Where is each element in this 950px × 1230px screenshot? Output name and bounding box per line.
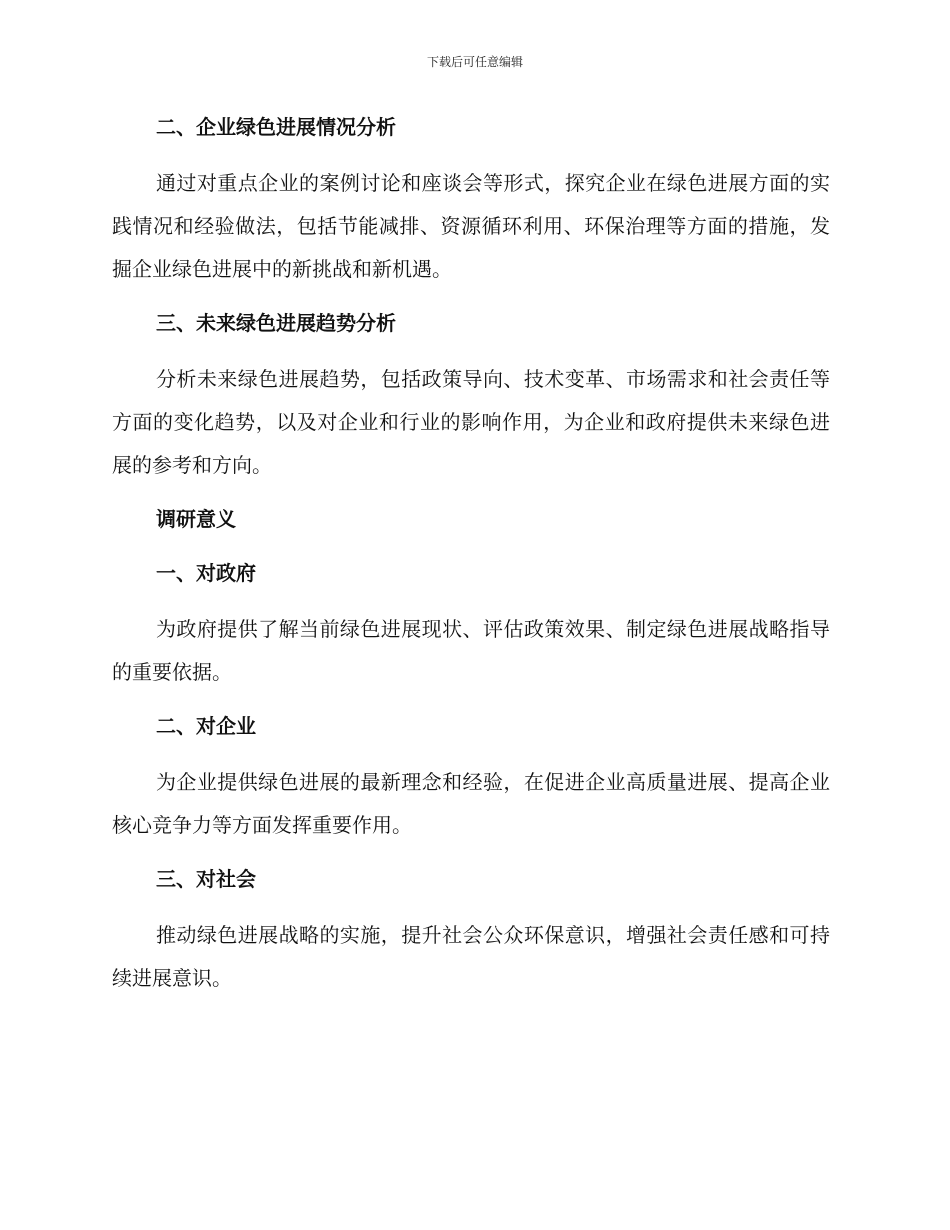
section-body-society: 推动绿色进展战略的实施，提升社会公众环保意识，增强社会责任感和可持续进展意识。 xyxy=(112,923,830,990)
section-body-enterprise: 为企业提供绿色进展的最新理念和经验，在促进企业高质量进展、提高企业核心竞争力等方面发挥重要作用。 xyxy=(112,770,830,837)
header-note: 下载后可任意编辑 xyxy=(426,55,523,69)
section-body-government: 为政府提供了解当前绿色进展现状、评估政策效果、制定绿色进展战略指导的重要依据。 xyxy=(112,617,830,684)
section-heading-enterprise: 二、对企业 xyxy=(156,714,256,738)
section-heading-society: 三、对社会 xyxy=(156,867,256,891)
section-heading-future-trends: 三、未来绿色进展趋势分析 xyxy=(156,311,396,335)
section-body-future-trends: 分析未来绿色进展趋势，包括政策导向、技术变革、市场需求和社会责任等方面的变化趋势，以及对企业和行业的影响作用，为企业和政府提供未来绿色进展的参考和方向。 xyxy=(112,367,830,477)
section-heading-government: 一、对政府 xyxy=(156,561,256,585)
section-heading-research-significance: 调研意义 xyxy=(156,507,236,531)
section-heading-enterprise-analysis: 二、企业绿色进展情况分析 xyxy=(156,115,396,139)
document-body xyxy=(112,108,830,1000)
section-body-enterprise-analysis: 通过对重点企业的案例讨论和座谈会等形式，探究企业在绿色进展方面的实践情况和经验做法，包括节能减排、资源循环利用、环保治理等方面的措施，发掘企业绿色进展中的新挑战和新机遇。 xyxy=(112,171,830,281)
